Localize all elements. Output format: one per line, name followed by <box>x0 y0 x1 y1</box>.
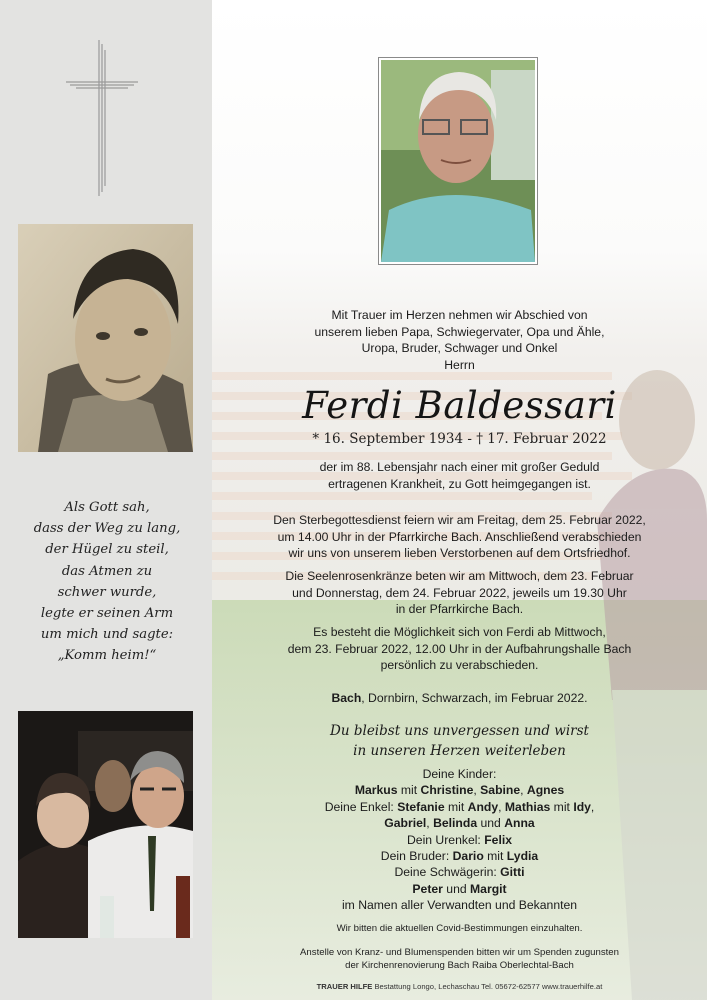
family-name: Gabriel <box>384 816 427 831</box>
life-dates: * 16. September 1934 - † 17. Februar 2022 <box>312 431 607 447</box>
family-label: Dein Bruder: <box>380 849 453 864</box>
intro-line: Uropa, Bruder, Schwager und Onkel <box>361 341 558 355</box>
footer-brand: TRAUER HILFE <box>316 982 373 991</box>
family-label: Deine Schwägerin: <box>394 865 501 880</box>
footer <box>212 982 707 991</box>
quote <box>212 721 707 761</box>
family-urenkel <box>212 832 707 848</box>
intro-line: unserem lieben Papa, Schwiegervater, Opa und Ähle, <box>314 324 605 339</box>
donation-line: der Kirchenrenovierung Bach Raiba Oberlechtal-Bach <box>345 959 574 971</box>
rosary-line: Die Seelenrosenkränze beten wir am Mittwoch, dem 23. Februar <box>285 569 634 583</box>
footer-details: Bestattung Longo, Lechaschau Tel. 05672-62577 www.trauerhilfe.at <box>372 982 603 991</box>
family-name: Markus <box>354 783 398 798</box>
cross-icon <box>66 40 138 196</box>
family-others: im Namen aller Verwandten und Bekannten <box>341 898 578 913</box>
donation-line: Anstelle von Kranz- und Blumenspenden bitten wir um Spenden zugunsten <box>300 947 619 958</box>
family-connector: , <box>498 799 505 814</box>
intro-line: Herrn <box>444 357 475 372</box>
poem-line: um mich und sagte: <box>40 627 174 643</box>
age-text <box>212 459 707 492</box>
family-name: Idy <box>573 799 591 814</box>
rosary-line: und Donnerstag, dem 24. Februar 2022, jeweils um 19.30 Uhr <box>292 585 627 600</box>
family-name: Sabine <box>480 783 521 798</box>
poem-line: Als Gott sah, <box>64 500 150 515</box>
farewell-line: Es besteht die Möglichkeit sich von Ferdi ab Mittwoch, <box>313 625 606 639</box>
farewell-text <box>212 624 707 674</box>
farewell-line: persönlich zu verabschieden. <box>380 658 539 672</box>
covid-note: Wir bitten die aktuellen Covid-Bestimmungen einzuhalten. <box>336 923 583 934</box>
family-name: Gitti <box>500 865 525 880</box>
age-line: der im 88. Lebensjahr nach einer mit großer Geduld <box>319 460 600 474</box>
poem-line: legte er seinen Arm <box>40 606 174 622</box>
place-bold: Bach <box>331 691 362 705</box>
family-connector: mit <box>444 799 468 814</box>
family-name: Dario <box>452 849 484 864</box>
family-bruder <box>212 848 707 864</box>
family-connector: , <box>520 783 527 798</box>
deceased-name: Ferdi Baldessari <box>302 384 617 427</box>
rosary-line: in der Pfarrkirche Bach. <box>395 602 524 616</box>
couple-photo <box>18 711 193 938</box>
family-connector: und <box>477 816 505 831</box>
family-connector: mit <box>550 799 574 814</box>
rosary-text <box>212 568 707 618</box>
place-date <box>212 690 707 707</box>
intro-text <box>212 307 707 373</box>
family-name: Margit <box>470 881 507 896</box>
quote-line: Du bleibst uns unvergessen und wirst <box>330 723 589 739</box>
poem-line: der Hügel zu steil, <box>45 542 169 558</box>
service-line: wir uns von unserem lieben Verstorbenen auf dem Ortsfriedhof. <box>288 546 631 560</box>
family-connector: mit <box>483 849 507 864</box>
family-kinder <box>212 782 707 798</box>
family-name: Andy <box>467 799 499 814</box>
place-rest: , Dornbirn, Schwarzach, im Februar 2022. <box>361 691 588 705</box>
poem-line: das Atmen zu <box>61 563 153 579</box>
family-connector: und <box>442 881 471 896</box>
donation-note <box>212 947 707 972</box>
quote-line: in unseren Herzen weiterleben <box>353 743 566 759</box>
family-schwaegerin <box>212 864 707 880</box>
portrait-photo <box>378 57 538 265</box>
service-line: um 14.00 Uhr in der Pfarrkirche Bach. Anschließend verabschieden <box>277 529 642 544</box>
family-name: Stefanie <box>397 799 445 814</box>
farewell-line: dem 23. Februar 2022, 12.00 Uhr in der Aufbahrungshalle Bach <box>287 641 632 656</box>
youth-photo <box>18 224 193 452</box>
service-text <box>212 512 707 562</box>
family-list <box>212 766 707 914</box>
family-name: Agnes <box>526 783 565 798</box>
family-enkel <box>212 799 707 815</box>
family-name: Christine <box>420 783 474 798</box>
family-label: Deine Enkel: <box>324 799 398 814</box>
family-schwaegerin-2 <box>212 881 707 897</box>
poem-line: „Komm heim!“ <box>57 648 157 664</box>
family-name: Anna <box>504 816 535 831</box>
family-enkel-2 <box>212 815 707 831</box>
family-name: Peter <box>412 881 443 896</box>
intro-line: Mit Trauer im Herzen nehmen wir Abschied von <box>331 308 588 322</box>
family-connector: , <box>473 783 481 798</box>
family-kinder-label: Deine Kinder: <box>422 767 497 781</box>
family-connector: , <box>590 799 595 814</box>
family-name: Mathias <box>504 799 551 814</box>
family-name: Lydia <box>506 849 539 864</box>
family-name: Belinda <box>433 816 478 831</box>
poem-line: schwer wurde, <box>57 584 157 600</box>
poem-line: dass der Weg zu lang, <box>33 521 181 537</box>
family-name: Felix <box>484 832 512 847</box>
service-line: Den Sterbegottesdienst feiern wir am Freitag, dem 25. Februar 2022, <box>273 513 646 527</box>
poem <box>14 497 200 667</box>
family-connector: mit <box>397 783 421 798</box>
family-label: Dein Urenkel: <box>406 832 485 847</box>
family-connector: , <box>426 816 434 831</box>
age-line: ertragenen Krankheit, zu Gott heimgegangen ist. <box>328 476 591 491</box>
